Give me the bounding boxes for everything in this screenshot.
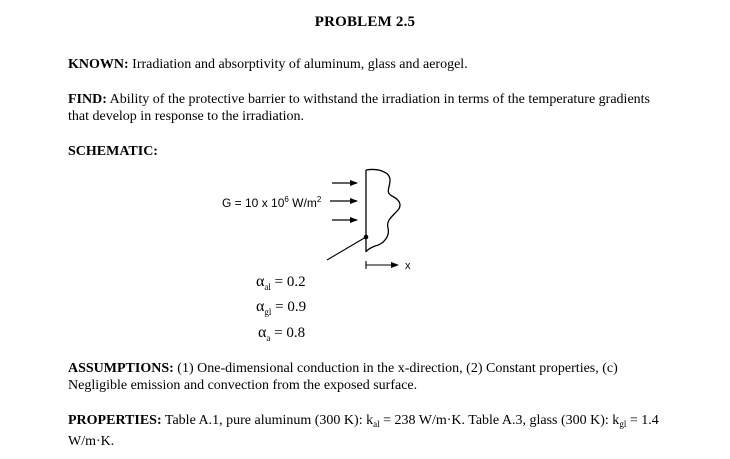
known-label: KNOWN: (68, 57, 129, 72)
absorptivity-aerogel: $\alpha_a = 0.8$ (258, 324, 306, 343)
properties-label: PROPERTIES: (68, 413, 162, 428)
properties-section: PROPERTIES: Table A.1, pure aluminum (300 K): $k_{al} = 238$ W/m·K. Table A.3, glass (300 K): $k_{gl} = 1.4$ W/m·K. (68, 413, 659, 449)
problem-title: PROBLEM 2.5 (314, 14, 416, 30)
assumptions-section (68, 360, 668, 394)
absorptivity-aluminum: $\alpha_{al} = 0.2$ (256, 273, 306, 292)
find-text: Ability of the protective barrier to withstand the irradiation in terms of the temperature gradients that develop in response to the irradiation. (68, 92, 650, 124)
irradiation-label: G = 10 x $10^6$ $W/m^2$ (222, 195, 322, 210)
pointer-line (327, 237, 366, 260)
x-axis-label: x (405, 260, 411, 272)
known-text: Irradiation and absorptivity of aluminum, glass and aerogel. (128, 57, 468, 72)
assumptions-text: (1) One-dimensional conduction in the x-direction, (2) Constant properties, (c) Negligible emission and convection from the exposed surface. (68, 361, 618, 393)
barrier-outline (366, 169, 400, 252)
find-label: FIND: (68, 92, 107, 107)
assumptions-label: ASSUMPTIONS: (68, 361, 174, 376)
pointer-dot (364, 235, 369, 240)
absorptivity-glass: $\alpha_{gl} = 0.9$ (256, 298, 307, 317)
schematic-label: SCHEMATIC: (68, 144, 158, 159)
